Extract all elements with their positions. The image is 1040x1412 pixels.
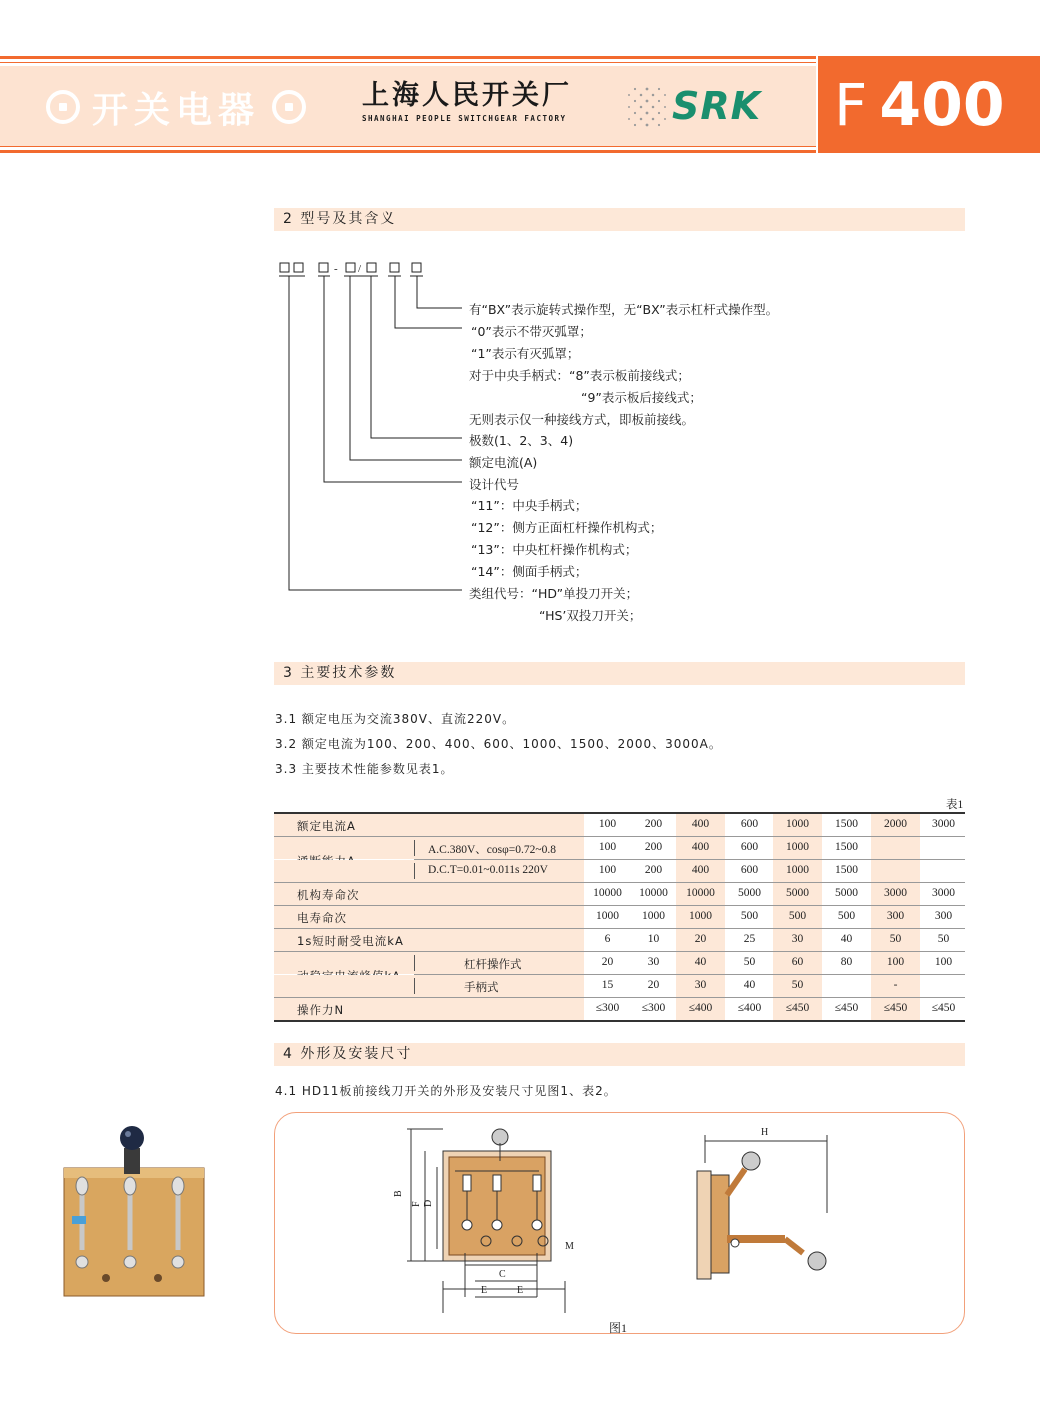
product-photo xyxy=(62,1120,218,1300)
header-rule-top xyxy=(0,56,816,59)
table-cell: 10 xyxy=(647,933,660,945)
model-line: “14”：侧面手柄式； xyxy=(471,564,588,579)
table-row-sublabel: 手柄式 xyxy=(464,980,499,994)
table-cell: 5000 xyxy=(835,887,858,899)
table-cell: 30 xyxy=(791,933,804,945)
table-cell: 80 xyxy=(840,956,853,968)
table-row xyxy=(274,860,965,882)
table-row-sublabel: D.C.T=0.01~0.011s 220V xyxy=(428,864,548,876)
dim-label-m: M xyxy=(565,1241,574,1252)
dim-label-h: H xyxy=(761,1127,769,1138)
model-line: “HS’双投刀开关； xyxy=(539,608,642,623)
table-cell: 1000 xyxy=(689,910,712,922)
table-row-label: 操作力N xyxy=(297,1003,345,1017)
table-cell: 20 xyxy=(694,933,707,945)
table-cell: ≤450 xyxy=(931,1002,956,1014)
dim-label-f: F xyxy=(411,1201,422,1207)
table-cell: 1000 xyxy=(786,864,809,876)
table-sub-divider xyxy=(414,955,415,971)
table-cell: 1000 xyxy=(642,910,665,922)
header-title: 开关电器 xyxy=(92,89,261,131)
table-cell: 6 xyxy=(604,933,611,945)
table-cell: 5000 xyxy=(786,887,809,899)
table-row-label: 电寿命次 xyxy=(297,911,347,925)
table-col-shade xyxy=(871,860,920,882)
table-cell: 40 xyxy=(840,933,853,945)
table-row-label: 机构寿命次 xyxy=(297,888,360,902)
model-line: 设计代号 xyxy=(469,477,520,492)
figure-caption: 图1 xyxy=(609,1321,628,1335)
table-cell: 2000 xyxy=(884,818,907,830)
table-cell: ≤400 xyxy=(688,1002,713,1014)
table-cell: 40 xyxy=(694,956,707,968)
table-cell: 20 xyxy=(647,979,660,991)
param-item: 3.1 额定电压为交流380V、直流220V。 xyxy=(275,712,516,726)
table-cell: 30 xyxy=(647,956,660,968)
table-cell: ≤450 xyxy=(785,1002,810,1014)
dim-label-c: C xyxy=(499,1269,506,1280)
bullet-circle-icon xyxy=(46,90,80,124)
model-line: “12”：侧方正面杠杆操作机构式； xyxy=(471,520,663,535)
table-cell: ≤400 xyxy=(737,1002,762,1014)
dimension-drawing xyxy=(275,1113,964,1333)
model-line: 对于中央手柄式：“8”表示板前接线式； xyxy=(469,368,690,383)
table-cell: 10000 xyxy=(639,887,668,899)
header-title-group xyxy=(46,80,306,134)
table-cell: ≤450 xyxy=(883,1002,908,1014)
section-heading-model: 2 型号及其含义 xyxy=(274,208,965,231)
page-header xyxy=(0,56,1040,154)
table-cell: 1000 xyxy=(596,910,619,922)
table-row xyxy=(274,975,965,997)
section-heading-dimensions: 4 外形及安装尺寸 xyxy=(274,1043,965,1066)
factory-name-cn: 上海人民开关厂 xyxy=(362,80,572,111)
dim-label-e2: E xyxy=(517,1285,524,1296)
table-cell: 500 xyxy=(837,910,856,922)
table-cell: ≤300 xyxy=(595,1002,620,1014)
page-code-letter: F xyxy=(834,70,868,139)
table-row xyxy=(274,998,965,1020)
table-cell: 400 xyxy=(691,818,710,830)
table-caption: 表1 xyxy=(946,799,964,811)
table-cell: 1500 xyxy=(835,818,858,830)
table-cell: 200 xyxy=(644,864,663,876)
table-cell: 1000 xyxy=(786,818,809,830)
table-cell: 500 xyxy=(788,910,807,922)
table-cell: 200 xyxy=(644,818,663,830)
table-row xyxy=(274,929,965,951)
dim-label-e1: E xyxy=(481,1285,488,1296)
section-heading-params: 3 主要技术参数 xyxy=(274,662,965,685)
dimension-text: 4.1 HD11板前接线刀开关的外形及安装尺寸见图1、表2。 xyxy=(275,1084,617,1098)
model-line: 额定电流(A) xyxy=(469,455,538,470)
bullet-circle-icon xyxy=(272,90,306,124)
param-item: 3.3 主要技术性能参数见表1。 xyxy=(275,762,454,776)
table-sub-divider xyxy=(414,978,415,994)
table-row xyxy=(274,906,965,928)
table-cell: ≤450 xyxy=(834,1002,859,1014)
table-sub-divider xyxy=(414,863,415,879)
table-cell: 300 xyxy=(934,910,953,922)
table-cell: 50 xyxy=(937,933,950,945)
table-cell: 10000 xyxy=(686,887,715,899)
table-cell: 50 xyxy=(889,933,902,945)
table-cell: 400 xyxy=(691,864,710,876)
table-cell: 600 xyxy=(740,864,759,876)
table-row xyxy=(274,837,965,859)
header-rule-bottom-thin xyxy=(0,146,816,147)
table-row-sublabel: 杠杆操作式 xyxy=(464,957,522,971)
table-cell: 200 xyxy=(644,841,663,853)
table-cell: 100 xyxy=(934,956,953,968)
model-line: 有“BX”表示旋转式操作型，无“BX”表示杠杆式操作型。 xyxy=(469,302,779,317)
dim-label-b: B xyxy=(393,1190,404,1197)
table-cell: 300 xyxy=(886,910,905,922)
table-cell: 30 xyxy=(694,979,707,991)
model-line: “11”：中央手柄式； xyxy=(471,498,588,513)
table-cell: 25 xyxy=(743,933,756,945)
table-row-label: 额定电流A xyxy=(297,819,356,833)
table-row-sublabel: A.C.380V、cosφ=0.72~0.8 xyxy=(428,844,556,856)
table-cell: 15 xyxy=(601,979,614,991)
table-cell: 600 xyxy=(740,818,759,830)
table-cell: 1500 xyxy=(835,841,858,853)
table-cell: 400 xyxy=(691,841,710,853)
table-cell: 40 xyxy=(743,979,756,991)
table-cell: ≤300 xyxy=(641,1002,666,1014)
header-rule-top-thin xyxy=(0,62,816,63)
table-cell: 600 xyxy=(740,841,759,853)
page-code-box xyxy=(818,56,1040,153)
table-row xyxy=(274,952,965,974)
svg-text:-: - xyxy=(334,263,338,275)
table-cell: 5000 xyxy=(738,887,761,899)
table-cell: - xyxy=(893,979,898,991)
table-cell: 1500 xyxy=(835,864,858,876)
table-cell: 100 xyxy=(598,841,617,853)
model-line: “0”表示不带灭弧罩； xyxy=(471,324,592,339)
model-line: 无则表示仅一种接线方式，即板前接线。 xyxy=(469,412,695,427)
table-row xyxy=(274,814,965,836)
table-cell: 20 xyxy=(601,956,614,968)
brand-logo: SRK xyxy=(672,84,762,128)
param-item: 3.2 额定电流为100、200、400、600、1000、1500、2000、3000A。 xyxy=(275,737,722,751)
model-line: 类组代号：“HD”单投刀开关； xyxy=(469,586,639,601)
table-cell: 500 xyxy=(740,910,759,922)
model-line: “1”表示有灭弧罩； xyxy=(471,346,580,361)
svg-text:/: / xyxy=(358,263,362,275)
table-cell: 3000 xyxy=(884,887,907,899)
table-cell: 10000 xyxy=(593,887,622,899)
table-col-shade xyxy=(871,837,920,859)
table-cell: 3000 xyxy=(932,887,955,899)
table-cell: 100 xyxy=(598,864,617,876)
table-cell: 60 xyxy=(791,956,804,968)
model-line: “13”：中央杠杆操作机构式； xyxy=(471,542,638,557)
table-rule-bottom xyxy=(274,1020,965,1022)
model-line: “9”表示板后接线式； xyxy=(581,390,702,405)
table-row-label-bg xyxy=(274,975,584,997)
dim-label-d: D xyxy=(423,1199,434,1207)
table-cell: 100 xyxy=(598,818,617,830)
table-sub-divider xyxy=(414,840,415,856)
table-cell: 100 xyxy=(886,956,905,968)
dot-pattern-icon xyxy=(626,86,668,128)
model-line: 极数(1、2、3、4) xyxy=(469,433,574,448)
factory-name-en: SHANGHAI PEOPLE SWITCHGEAR FACTORY xyxy=(362,114,567,123)
table-row xyxy=(274,883,965,905)
table-cell: 1000 xyxy=(786,841,809,853)
factory-logo xyxy=(362,80,602,123)
figure-frame xyxy=(274,1112,965,1334)
table-cell: 3000 xyxy=(932,818,955,830)
table-row-label: 1s短时耐受电流kA xyxy=(297,934,404,948)
table-cell: 50 xyxy=(791,979,804,991)
page-code-number: 400 xyxy=(879,69,1005,140)
table-cell: 50 xyxy=(743,956,756,968)
header-rule-bottom xyxy=(0,150,816,153)
